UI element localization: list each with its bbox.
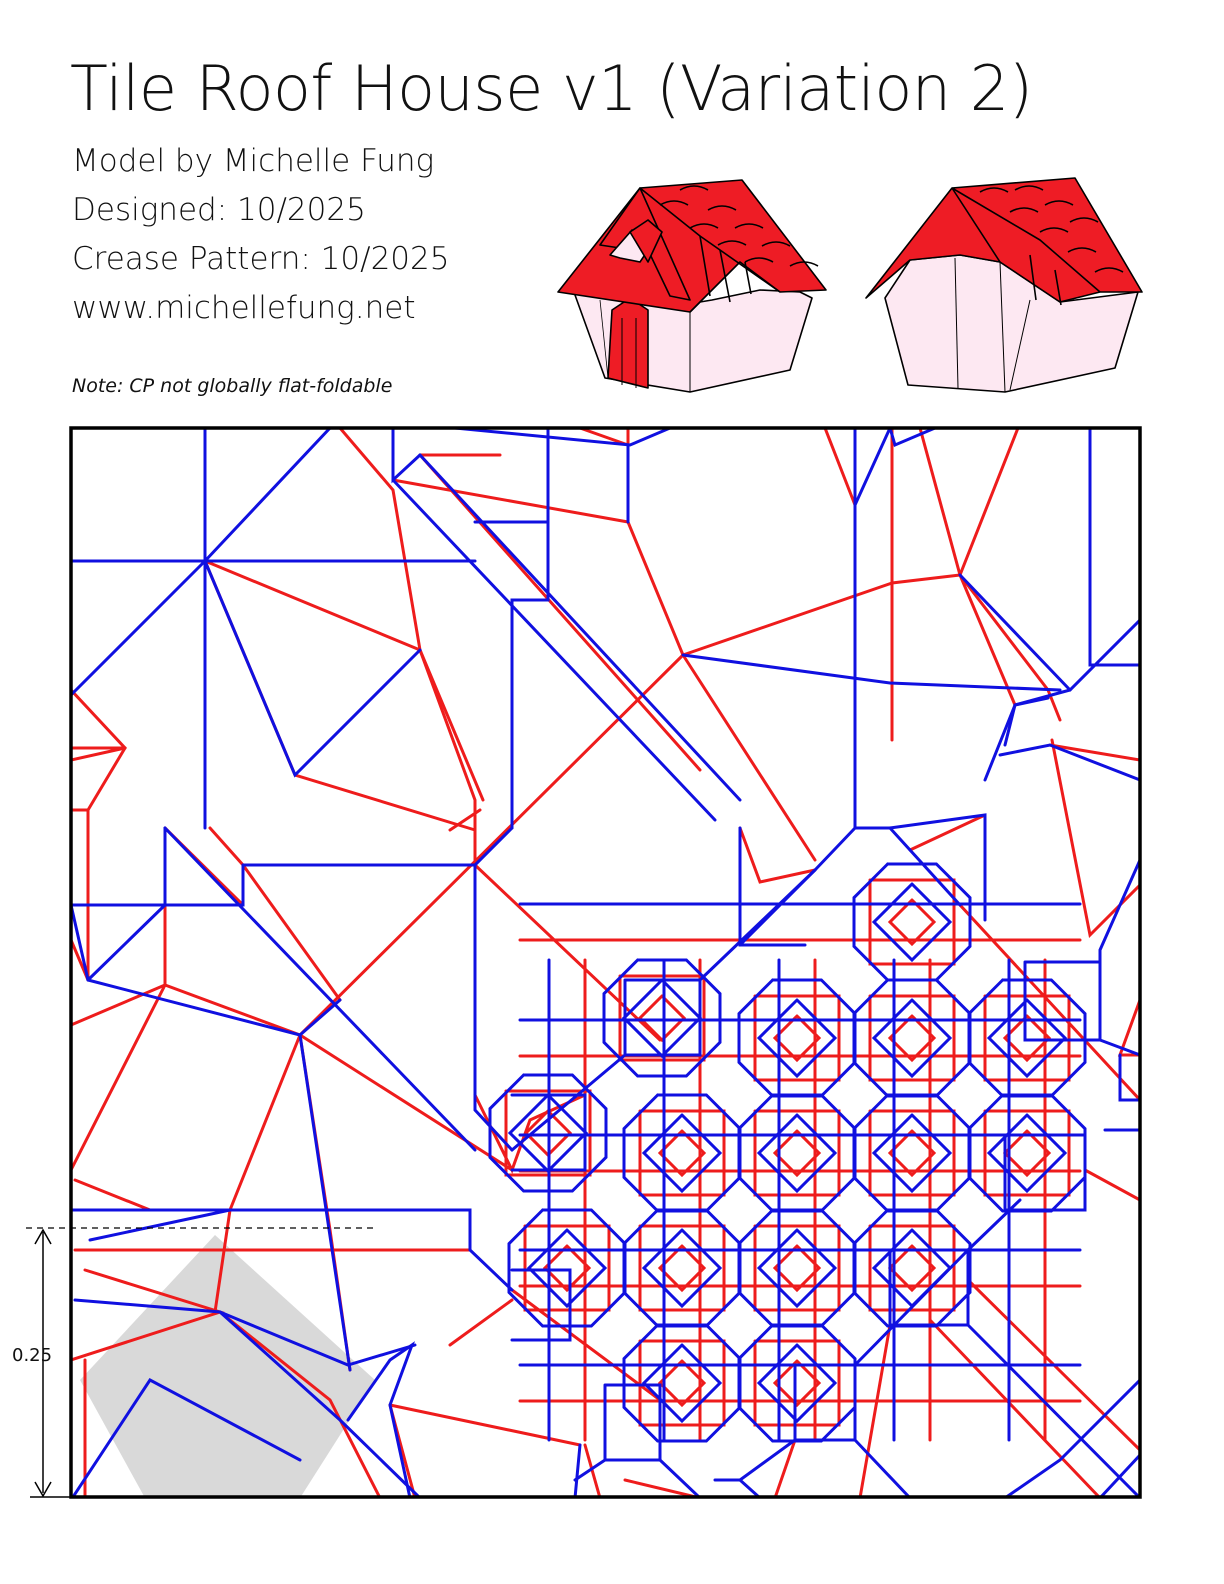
mountain-square-9 [525, 1226, 609, 1310]
mountain-diamond-6 [775, 1131, 819, 1175]
mountain-diamond-9 [545, 1246, 589, 1290]
crease-pattern-date: Crease Pattern: 10/2025 [72, 241, 450, 277]
mountain-fold-55 [450, 1300, 512, 1345]
valley-fold-18 [300, 1000, 340, 1035]
dimension-label: 0.25 [12, 1345, 53, 1366]
valley-diamond-10 [644, 1230, 720, 1306]
valley-diamond-14 [759, 1345, 835, 1421]
mountain-fold-28 [71, 985, 512, 1170]
mountain-fold-3 [205, 561, 475, 830]
valley-diamond-8 [989, 1115, 1065, 1191]
mountain-fold-40 [390, 1405, 580, 1445]
valley-fold-29 [890, 428, 935, 445]
mountain-diamond-2 [775, 1016, 819, 1060]
mountain-diamond-12 [890, 1246, 934, 1290]
mountain-fold-9 [683, 655, 815, 860]
mountain-square-11 [755, 1226, 839, 1310]
valley-fold-59 [968, 1325, 1140, 1498]
mountain-square-12 [870, 1226, 954, 1310]
valley-diamond-5 [644, 1115, 720, 1191]
valley-fold-6 [455, 428, 670, 445]
mountain-diamond-11 [775, 1246, 819, 1290]
mountain-fold-14 [920, 428, 960, 575]
mountain-diamond-8 [1005, 1131, 1049, 1175]
valley-fold-19 [243, 828, 512, 865]
mountain-diamond-15 [640, 996, 684, 1040]
mountain-diamond-7 [890, 1131, 934, 1175]
valley-diamond-13 [644, 1345, 720, 1421]
valley-fold-63 [700, 870, 815, 980]
mountain-fold-42 [475, 865, 660, 1040]
mountain-square-15 [620, 976, 704, 1060]
mountain-diamond-14 [775, 1361, 819, 1405]
valley-fold-4 [205, 561, 420, 775]
mountain-fold-45 [740, 828, 815, 882]
mountain-diamond-10 [660, 1246, 704, 1290]
valley-diamond-6 [759, 1115, 835, 1191]
valley-diamond-7 [874, 1115, 950, 1191]
valley-fold-44 [1005, 1380, 1140, 1498]
website-link[interactable]: www.michellefung.net [72, 290, 416, 326]
valley-diamond-9 [529, 1230, 605, 1306]
valley-fold-35 [683, 655, 1060, 690]
valley-fold-43 [1120, 1055, 1140, 1100]
valley-diamond-1 [874, 884, 950, 960]
valley-diamond-12 [874, 1230, 950, 1306]
valley-fold-50 [605, 1385, 660, 1460]
mountain-square-3 [870, 996, 954, 1080]
mountain-fold-15 [960, 428, 1018, 575]
shaded-region [80, 1235, 375, 1498]
mountain-diamond-5 [660, 1131, 704, 1175]
mountain-fold-20 [1052, 740, 1140, 935]
valley-diamond-3 [874, 1000, 950, 1076]
valley-fold-56 [855, 1440, 910, 1498]
mountain-fold-4 [420, 650, 483, 800]
mountain-square-5 [640, 1111, 724, 1195]
mountain-fold-26 [71, 748, 125, 760]
valley-fold-23 [90, 1210, 230, 1240]
valley-fold-5 [393, 428, 420, 480]
valley-fold-14 [165, 828, 475, 1150]
valley-fold-33 [1000, 745, 1140, 780]
valley-fold-60 [968, 1200, 1020, 1250]
mountain-square-10 [640, 1226, 724, 1310]
mountain-square-8 [985, 1111, 1069, 1195]
valley-diamond-2 [759, 1000, 835, 1076]
mountain-fold-11 [683, 575, 960, 655]
mountain-fold-22 [1120, 1000, 1140, 1055]
mountain-square-2 [755, 996, 839, 1080]
mountain-square-1 [870, 880, 954, 964]
flat-foldable-note: Note: CP not globally flat-foldable [72, 375, 393, 397]
valley-diamond-11 [759, 1230, 835, 1306]
page-title: Tile Roof House v1 (Variation 2) [70, 52, 1033, 125]
mountain-fold-29 [71, 985, 165, 1170]
mountain-fold-21 [1050, 745, 1140, 760]
mountain-square-14 [755, 1341, 839, 1425]
valley-fold-28 [855, 428, 890, 505]
mountain-fold-52 [930, 1320, 1100, 1498]
valley-diamond-4 [989, 1000, 1065, 1076]
mountain-square-6 [755, 1111, 839, 1195]
valley-fold-41 [1025, 962, 1100, 1040]
mountain-fold-47 [960, 905, 1140, 1100]
valley-fold-38 [740, 828, 805, 945]
mountain-diamond-4 [1005, 1016, 1049, 1060]
valley-fold-10 [393, 480, 715, 820]
valley-fold-15 [88, 905, 165, 980]
mountain-square-7 [870, 1111, 954, 1195]
mountain-diamond-13 [660, 1361, 704, 1405]
mountain-fold-5 [393, 480, 683, 655]
mountain-diamond-3 [890, 1016, 934, 1060]
mountain-fold-49 [1085, 1170, 1140, 1200]
model-author: Model by Michelle Fung [72, 143, 435, 179]
valley-fold-34 [960, 575, 1070, 690]
mountain-fold-16 [825, 428, 855, 505]
mountain-fold-35 [75, 1180, 150, 1210]
design-date: Designed: 10/2025 [72, 192, 366, 228]
valley-fold-53 [575, 1445, 580, 1498]
valley-fold-7 [475, 522, 548, 828]
mountain-diamond-1 [890, 900, 934, 944]
valley-fold-32 [985, 698, 1048, 780]
valley-fold-31 [1005, 620, 1140, 745]
mountain-square-13 [640, 1341, 724, 1425]
mountain-fold-31 [210, 828, 340, 1000]
valley-fold-11 [420, 455, 740, 800]
